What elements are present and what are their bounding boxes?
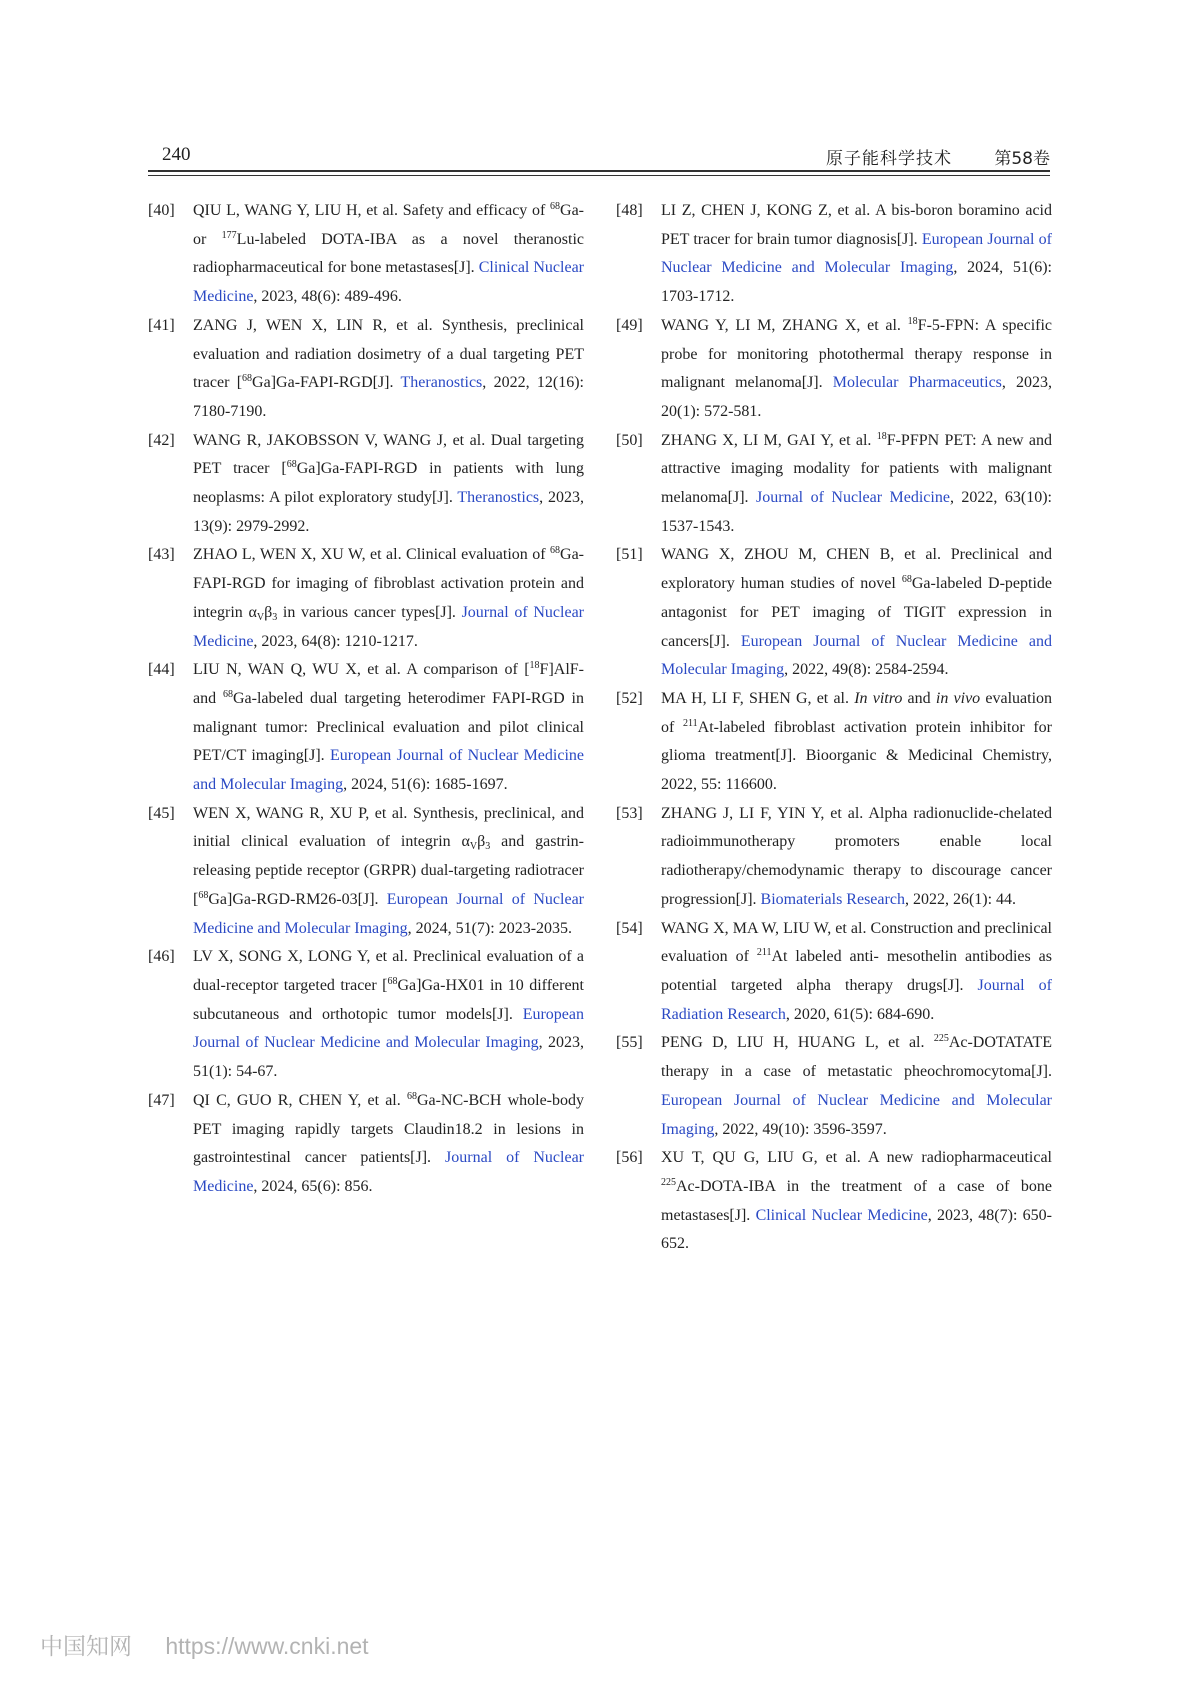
reference-number: [49] — [616, 316, 643, 334]
reference-text: PENG D, LIU H, HUANG L, et al. $^{225}$Ac-DOTATATE therapy in a case of metastatic pheochromocytoma[J]. European Journal of Nuclear Medicine and Molecular Imaging, 2022, 49(10): 3596-3597. — [661, 1033, 1052, 1138]
volume-label: 第58卷 — [994, 149, 1050, 169]
reference-number: [41] — [148, 316, 175, 334]
reference-41 — [148, 312, 584, 427]
reference-text: WANG X, MA W, LIU W, et al. Construction and preclinical evaluation of $^{211}$At labeled anti- mesothelin antibodies as potential targeted alpha therapy drugs[J]. Journal of Radiation Research, 2020, 61(5): 684-690. — [661, 919, 1052, 1023]
reference-text: WANG X, ZHOU M, CHEN B, et al. Preclinical and exploratory human studies of novel $^{68}$Ga-labeled D-peptide antagonist for PET imaging of TIGIT expression in cancers[J]. European Journal of Nuclear Medicine and Molecular Imaging, 2022, 49(8): 2584-2594. — [661, 546, 1053, 679]
journal-link[interactable]: Journal of Nuclear Medicine — [193, 603, 585, 650]
reference-text: WANG R, JAKOBSSON V, WANG J, et al. Dual targeting PET tracer [$^{68}$Ga]Ga-FAPI-RGD in patients with lung neoplasms: A pilot exploratory study[J]. Theranostics, 2023, 13(9): 2979-2992. — [193, 431, 584, 535]
reference-46 — [148, 943, 584, 1087]
reference-50 — [616, 427, 1052, 542]
watermark-site-name: 中国知网 — [40, 1634, 132, 1660]
journal-link[interactable]: Biomaterials Research — [760, 890, 905, 908]
reference-number: [52] — [616, 689, 643, 707]
reference-number: [55] — [616, 1034, 643, 1052]
journal-link[interactable]: Theranostics — [400, 374, 483, 392]
reference-40 — [148, 197, 584, 312]
reference-45 — [148, 800, 584, 944]
reference-number: [42] — [148, 431, 175, 449]
journal-link[interactable]: European Journal of Nuclear Medicine and Molecular Imaging — [661, 1091, 1052, 1138]
reference-text: LV X, SONG X, LONG Y, et al. Preclinical evaluation of a dual-receptor targeted tracer [$^{68}$Ga]Ga-HX01 in 10 different subcutaneous and orthotopic tumor models[J]. European Journal of Nuclear Medicine and Molecular Imaging, 2023, 51(1): 54-67. — [193, 948, 585, 1081]
journal-name: 原子能科学技术 — [826, 149, 952, 169]
reference-text: WEN X, WANG R, XU P, et al. Synthesis, preclinical, and initial clinical evaluation of integrin $\alpha_V\beta_3$ and gastrin-releasing peptide receptor (GRPR) dual-targeting radiotracer [$^{68}$Ga]Ga-RGD-RM26-03[J]. European Journal of Nuclear Medicine and Molecular Imaging, 2024, 51(7): 2023-2035. — [193, 804, 585, 937]
reference-44 — [148, 656, 584, 800]
reference-text: ZANG J, WEN X, LIN R, et al. Synthesis, preclinical evaluation and radiation dosimetry of a dual targeting PET tracer [$^{68}$Ga]Ga-FAPI-RGD[J]. Theranostics, 2022, 12(16): 7180-7190. — [193, 316, 584, 420]
journal-link[interactable]: Journal of Nuclear Medicine — [193, 1149, 585, 1195]
reference-number: [43] — [148, 546, 175, 564]
reference-number: [53] — [616, 804, 643, 822]
journal-link[interactable]: Journal of Nuclear Medicine — [756, 489, 950, 507]
reference-56 — [616, 1144, 1052, 1259]
reference-number: [56] — [616, 1149, 643, 1167]
journal-link[interactable]: Clinical Nuclear Medicine — [755, 1206, 928, 1224]
header-rule-thick — [148, 170, 1050, 172]
journal-link[interactable]: Theranostics — [457, 489, 540, 507]
journal-link[interactable]: Clinical Nuclear Medicine — [193, 259, 585, 306]
journal-link[interactable]: Journal of Radiation Research — [661, 976, 1052, 1023]
reference-text: ZHAO L, WEN X, XU W, et al. Clinical evaluation of $^{68}$Ga-FAPI-RGD for imaging of fibroblast activation protein and integrin $\alpha_V\beta_3$ in various cancer types[J]. Journal of Nuclear Medicine, 2023, 64(8): 1210-1217. — [193, 545, 585, 650]
reference-number: [46] — [148, 948, 175, 966]
reference-number: [51] — [616, 546, 643, 564]
reference-48 — [616, 197, 1052, 312]
reference-49 — [616, 312, 1052, 427]
reference-47 — [148, 1087, 584, 1202]
reference-text: XU T, QU G, LIU G, et al. A new radiopharmaceutical $^{225}$Ac-DOTA-IBA in the treatment of a case of bone metastases[J]. Clinical Nuclear Medicine, 2023, 48(7): 650-652. — [661, 1149, 1052, 1253]
page-header — [148, 144, 1050, 172]
cnki-watermark — [40, 1628, 369, 1661]
reference-text: ZHANG J, LI F, YIN Y, et al. Alpha radionuclide-chelated radioimmunotherapy promoters enable local radiotherapy/chemodynamic therapy to discourage cancer progression[J]. Biomaterials Research, 2022, 26(1): 44. — [661, 804, 1052, 908]
journal-link[interactable]: Molecular Pharmaceutics — [832, 374, 1002, 392]
reference-text: QIU L, WANG Y, LIU H, et al. Safety and efficacy of $^{68}$Ga- or $^{177}$Lu-labeled DOTA-IBA as a novel theranostic radiopharmaceutical for bone metastases[J]. Clinical Nuclear Medicine, 2023, 48(6): 489-496. — [193, 201, 585, 306]
reference-text: LIU N, WAN Q, WU X, et al. A comparison of [$^{18}$F]AlF- and $^{68}$Ga-labeled dual targeting heterodimer FAPI-RGD in malignant tumor: Preclinical evaluation and pilot clinical PET/CT imaging[J]. European Journal of Nuclear Medicine and Molecular Imaging, 2024, 51(6): 1685-1697. — [193, 660, 584, 794]
reference-42 — [148, 427, 584, 542]
references-left-column — [148, 197, 584, 1202]
journal-link[interactable]: European Journal of Nuclear Medicine and Molecular Imaging — [193, 747, 584, 794]
reference-number: [54] — [616, 919, 643, 937]
journal-link[interactable]: European Journal of Nuclear Medicine and Molecular Imaging — [193, 1005, 584, 1052]
reference-51 — [616, 541, 1052, 685]
reference-text: ZHANG X, LI M, GAI Y, et al. $^{18}$F-PFPN PET: A new and attractive imaging modality for patients with malignant melanoma[J]. Journal of Nuclear Medicine, 2022, 63(10): 1537-1543. — [661, 430, 1052, 535]
reference-number: [47] — [148, 1091, 175, 1109]
reference-number: [44] — [148, 661, 175, 679]
reference-52 — [616, 685, 1052, 800]
journal-link[interactable]: European Journal of Nuclear Medicine and Molecular Imaging — [193, 890, 584, 937]
journal-link[interactable]: European Journal of Nuclear Medicine and Molecular Imaging — [661, 230, 1052, 277]
reference-text: QI C, GUO R, CHEN Y, et al. $^{68}$Ga-NC-BCH whole-body PET imaging rapidly targets Claudin18.2 in lesions in gastrointestinal cancer patients[J]. Journal of Nuclear Medicine, 2024, 65(6): 856. — [193, 1090, 585, 1195]
reference-number: [40] — [148, 202, 175, 219]
reference-text: MA H, LI F, SHEN G, et al. In vitro and in vivo evaluation of $^{211}$At-labeled fibroblast activation protein inhibitor for glioma treatment[J]. Bioorganic & Medicinal Chemistry, 2022, 55: 116600. — [661, 689, 1053, 794]
reference-55 — [616, 1029, 1052, 1144]
journal-link[interactable]: European Journal of Nuclear Medicine and Molecular Imaging — [661, 632, 1053, 679]
reference-54 — [616, 915, 1052, 1030]
reference-53 — [616, 800, 1052, 915]
page-number: 240 — [162, 144, 191, 165]
reference-number: [45] — [148, 804, 175, 822]
reference-text: LI Z, CHEN J, KONG Z, et al. A bis-boron boramino acid PET tracer for brain tumor diagnosis[J]. European Journal of Nuclear Medicine and Molecular Imaging, 2024, 51(6): 1703-1712. — [661, 202, 1052, 306]
watermark-url[interactable]: https://www.cnki.net — [165, 1633, 369, 1659]
header-rule-thin — [148, 175, 1050, 176]
reference-number: [50] — [616, 431, 643, 449]
reference-number: [48] — [616, 202, 643, 219]
reference-text: WANG Y, LI M, ZHANG X, et al. $^{18}$F-5-FPN: A specific probe for monitoring photothermal therapy response in malignant melanoma[J]. Molecular Pharmaceutics, 2023, 20(1): 572-581. — [661, 315, 1053, 420]
reference-43 — [148, 541, 584, 656]
references-right-column — [616, 197, 1052, 1259]
